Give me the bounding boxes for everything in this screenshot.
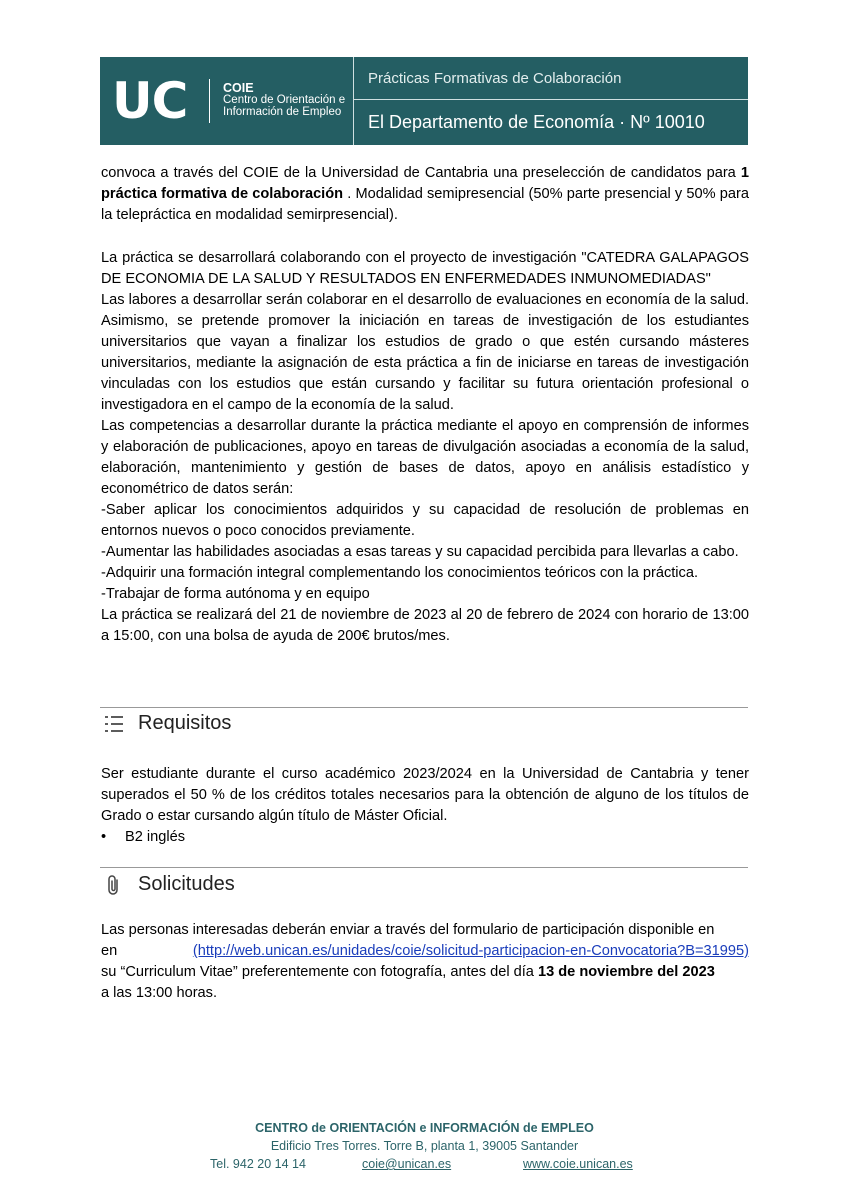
solicitudes-text-1: Las personas interesadas deberán enviar a través del formulario de participación disponible en xyxy=(101,922,715,938)
body-p5: -Aumentar las habilidades asociadas a esas tareas y su capacidad percibida para llevarlas a cabo. xyxy=(101,544,739,560)
bullet-dot: • xyxy=(101,829,107,845)
link-prefix: en xyxy=(101,943,118,959)
bullet-text: B2 inglés xyxy=(125,829,186,845)
intro-part-2: . Modalidad semipresencial (50% parte presencial y 50% para la telepráctica en modalidad semirpresencial). xyxy=(101,186,749,223)
body-p6: -Adquirir una formación integral complementando los conocimientos teóricos con la práctica. xyxy=(101,565,699,581)
solicitudes-title: Solicitudes xyxy=(138,873,235,895)
logo-line-3: Información de Empleo xyxy=(223,106,342,118)
deadline-date: 13 de noviembre del 2023 xyxy=(537,964,715,980)
footer-email[interactable]: coie@unican.es xyxy=(362,1157,452,1171)
solicitudes-divider xyxy=(100,867,748,868)
solicitudes-body xyxy=(101,920,749,941)
body-p2: Las labores a desarrollar serán colaborar en el desarrollo de evaluaciones en economía de la salud. Asimismo, se pretende promover la iniciación en tareas de investigación de los estudiantes universitarios que vayan a finalizar los estudios de grado o que estén cursando másteres universitarios, mediante la asignación de esta práctica a fin de iniciarse en tareas de investigación vinculadas con los estudios que están cursando y facilitar su futura orientación profesional o investigadora en el campo de la economía de la salud. xyxy=(101,292,749,413)
footer-phone: Tel. 942 20 14 14 xyxy=(210,1157,306,1171)
intro-part-1: convoca a través del COIE de la Universidad de Cantabria una preselección de candidatos para xyxy=(101,165,736,181)
paperclip-icon xyxy=(104,874,124,896)
footer-address: Edificio Tres Torres. Torre B, planta 1, 39005 Santander xyxy=(270,1139,579,1153)
list-icon xyxy=(104,715,124,733)
body-p8: La práctica se realizará del 21 de noviembre de 2023 al 20 de febrero de 2024 con horario de 13:00 a 15:00, con una bolsa de ayuda de 200€ brutos/mes. xyxy=(101,607,749,644)
requisitos-body xyxy=(101,764,749,848)
banner-divider xyxy=(353,57,354,145)
requisitos-heading xyxy=(104,712,231,735)
header-banner xyxy=(100,57,748,145)
requisitos-text: Ser estudiante durante el curso académico 2023/2024 en la Universidad de Cantabria y tener superados el 50 % de los créditos totales necesarios para la obtención de alguno de los títulos de Grado o estar cursando algún título de Máster Oficial. xyxy=(101,766,749,824)
body-p7: -Trabajar de forma autónoma y en equipo xyxy=(101,586,370,602)
solicitudes-heading xyxy=(104,873,235,896)
solicitudes-link-row xyxy=(101,941,749,962)
uc-logo: UC xyxy=(112,72,188,130)
solicitudes-text-2a: su “Curriculum Vitae” preferentemente con fotografía, antes del día xyxy=(101,964,538,980)
logo-line-2: Centro de Orientación e xyxy=(223,94,346,106)
requisitos-title: Requisitos xyxy=(138,712,232,734)
intro-text xyxy=(101,163,749,226)
body-p3: Las competencias a desarrollar durante la práctica mediante el apoyo en comprensión de informes y elaboración de publicaciones, apoyo en tareas de divulgación asociadas a economía de la salud, elaboración, mantenimiento y gestión de bases de datos, apoyo en análisis estadístico y econométrico de datos serán: xyxy=(101,418,749,497)
solicitudes-text-3: a las 13:00 horas. xyxy=(101,985,218,1001)
intro-paragraph xyxy=(101,163,749,226)
coie-logo-text xyxy=(223,82,345,118)
application-link[interactable]: (http://web.unican.es/unidades/coie/solicitud-participacion-en-Convocatoria?B=31995) xyxy=(192,943,749,959)
body-p1: La práctica se desarrollará colaborando con el proyecto de investigación "CATEDRA GALAPAGOS DE ECONOMIA DE LA SALUD Y RESULTADOS EN ENFERMEDADES INMUNOMEDIADAS" xyxy=(101,250,749,287)
body-p4: -Saber aplicar los conocimientos adquiridos y su capacidad de resolución de problemas en entornos nuevos o poco conocidos previamente. xyxy=(101,502,749,539)
solicitudes-text-2 xyxy=(101,962,749,983)
solicitudes-rest xyxy=(101,962,749,1004)
requisitos-divider xyxy=(100,707,748,708)
footer-web[interactable]: www.coie.unican.es xyxy=(523,1157,633,1171)
logo-separator xyxy=(209,79,210,123)
footer-org: CENTRO de ORIENTACIÓN e INFORMACIÓN de EMPLEO xyxy=(255,1121,594,1135)
banner-subtitle: Prácticas Formativas de Colaboración xyxy=(368,70,622,87)
intro-bold: 1 práctica formativa de colaboración xyxy=(101,165,749,202)
body-section xyxy=(101,248,749,647)
logo-line-1: COIE xyxy=(223,81,254,95)
requisitos-bullet xyxy=(101,827,749,848)
banner-title: El Departamento de Economía · Nº 10010 xyxy=(368,112,705,132)
banner-hline xyxy=(353,99,748,100)
